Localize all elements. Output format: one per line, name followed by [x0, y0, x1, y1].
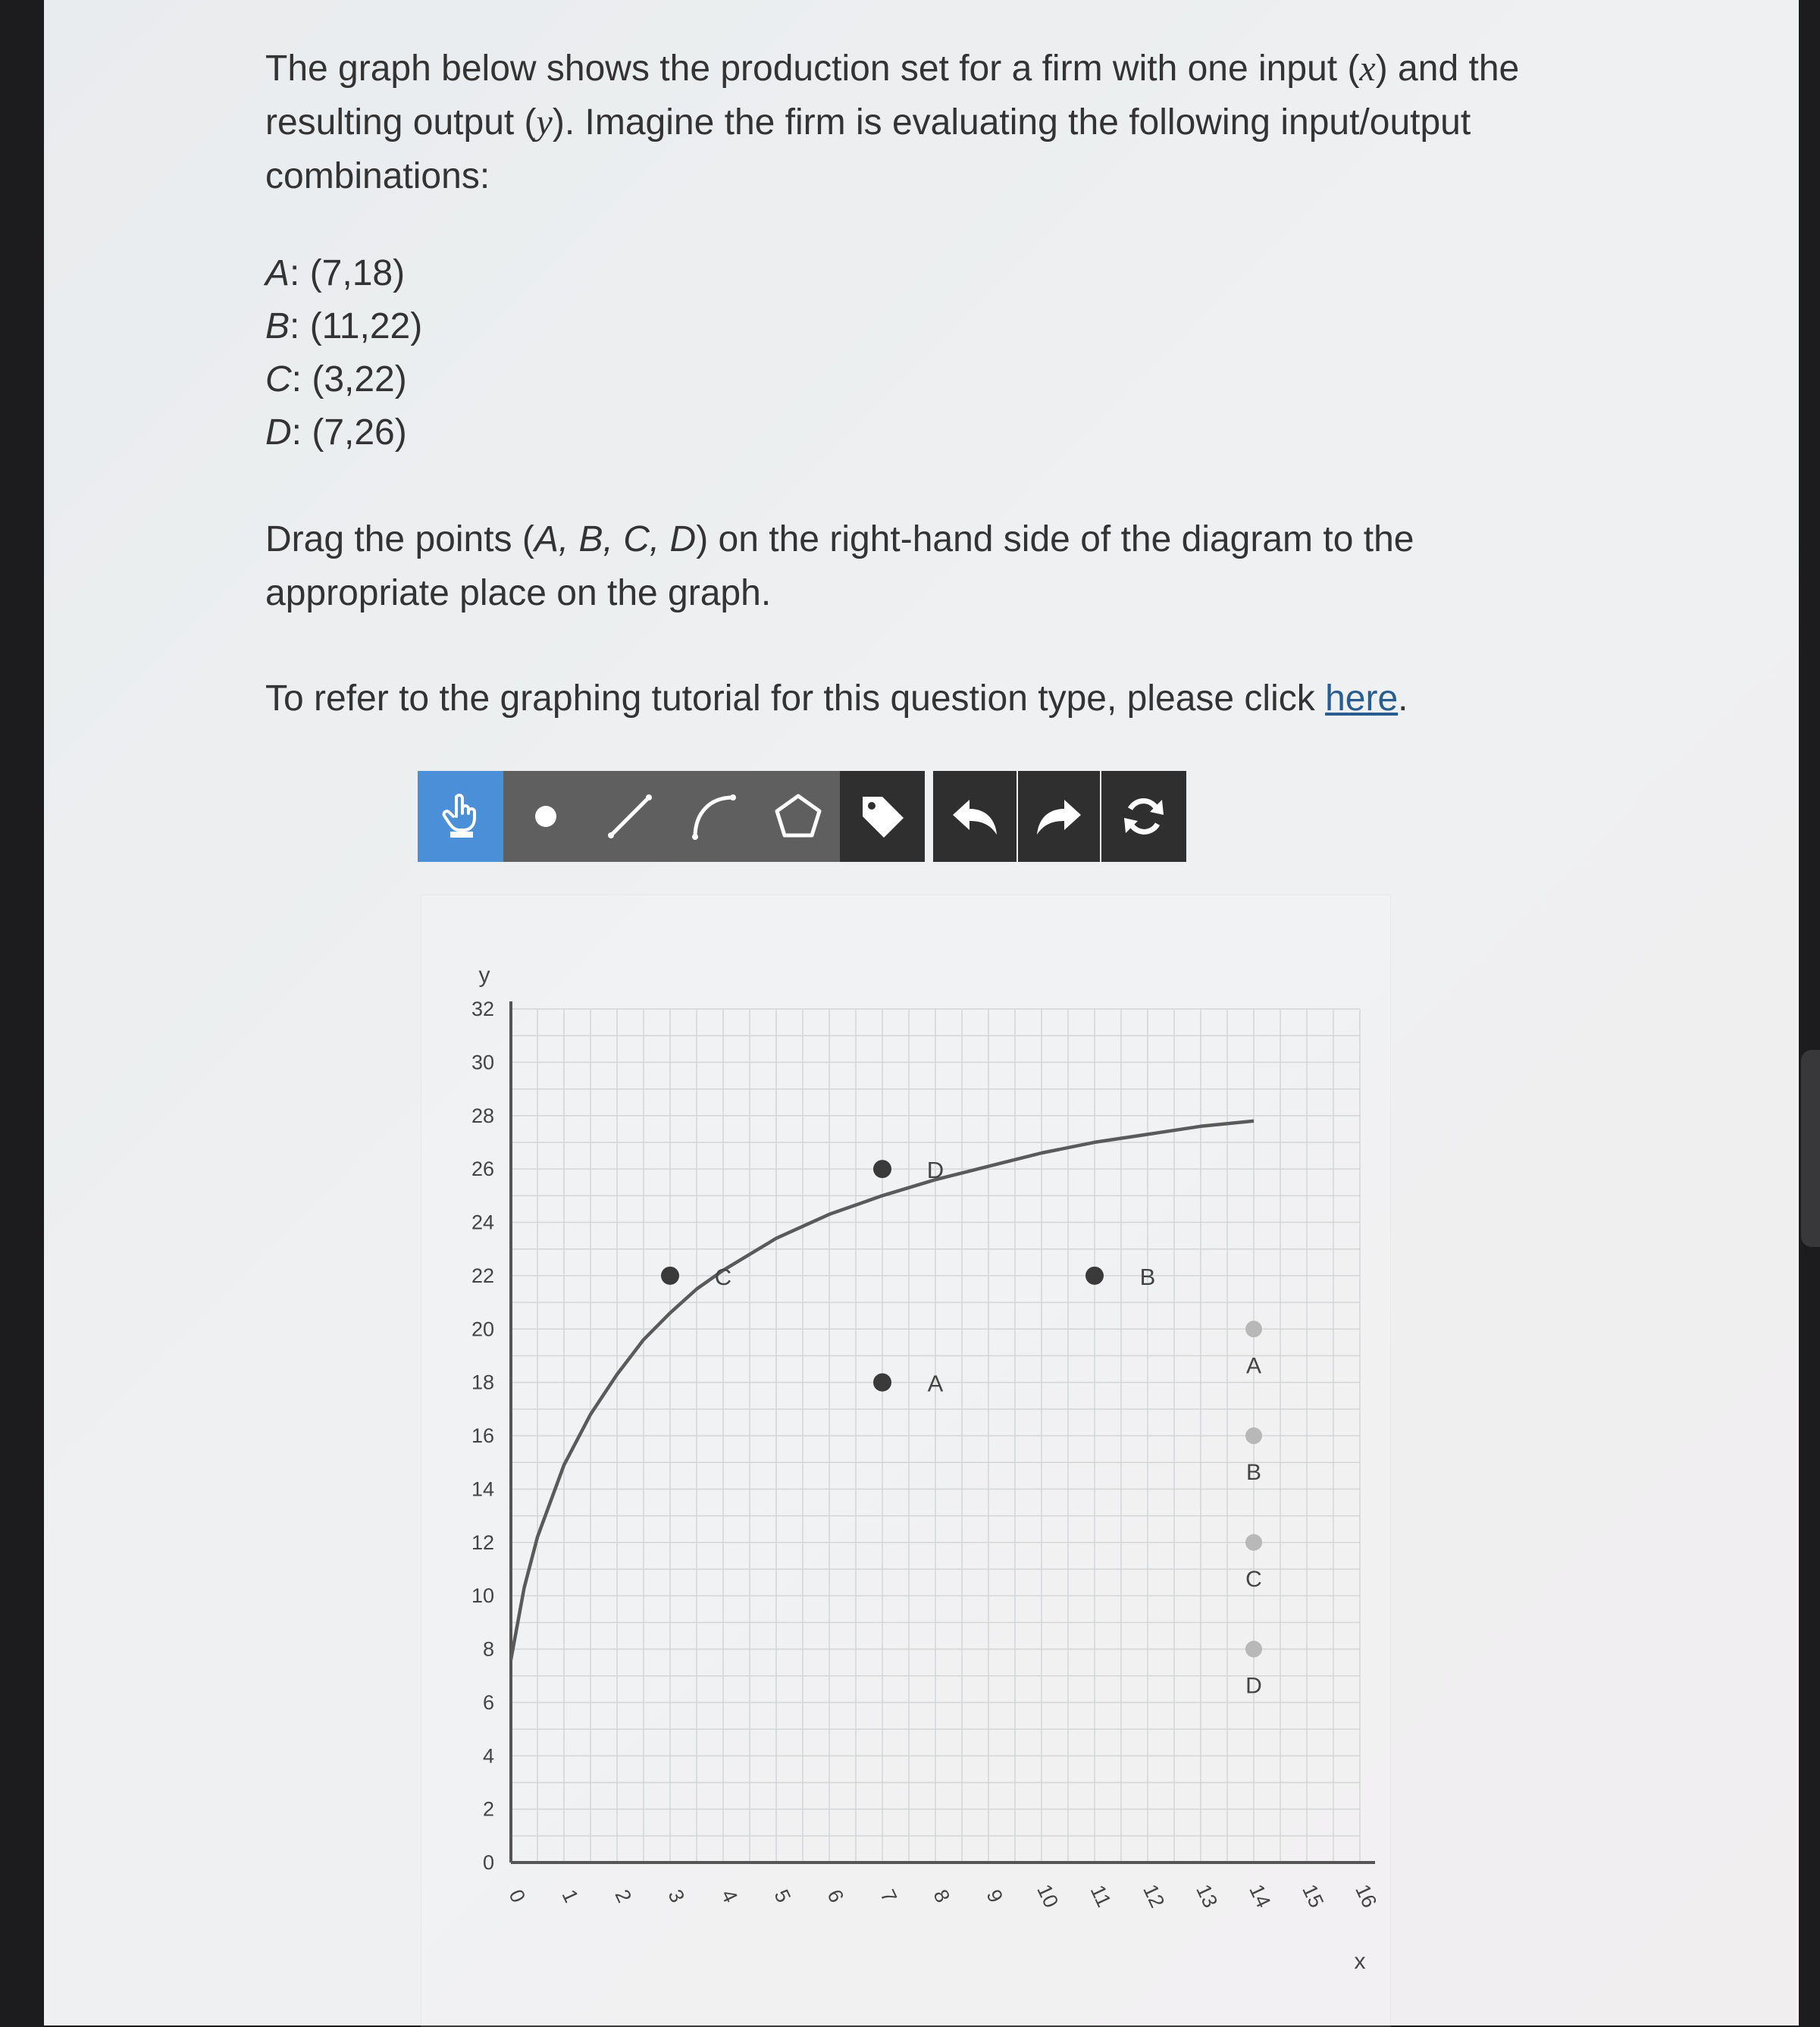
y-axis-label: y [478, 963, 490, 988]
y-tick-label: 30 [471, 1051, 494, 1074]
x-axis-label: x [1354, 1949, 1366, 1974]
reset-button[interactable] [1101, 771, 1186, 862]
combinations-list [265, 247, 1599, 459]
tutorial-text: To refer to the graphing tutorial for this question type, please click here. [265, 678, 1408, 719]
drag-instructions: Drag the points (A, B, C, D) on the right-hand side of the diagram to the appropriate place on the graph. [265, 519, 1414, 613]
palette-point-label: A [1245, 1353, 1262, 1379]
x-tick-label: 12 [1139, 1881, 1170, 1912]
y-tick-label: 20 [471, 1317, 494, 1341]
plotted-point-b[interactable] [1085, 1267, 1104, 1285]
y-tick-label: 4 [482, 1744, 494, 1768]
y-tick-label: 16 [471, 1424, 494, 1447]
point-icon [531, 801, 561, 832]
question-content [265, 42, 1599, 762]
x-tick-label: 0 [504, 1886, 530, 1906]
y-tick-label: 24 [471, 1211, 494, 1234]
polygon-tool-button[interactable] [757, 771, 840, 862]
y-tick-label: 6 [482, 1690, 494, 1714]
undo-button[interactable] [933, 771, 1017, 862]
x-tick-label: 6 [822, 1886, 848, 1906]
y-tick-label: 12 [471, 1530, 494, 1554]
polygon-icon [772, 790, 825, 843]
palette-point-label: B [1245, 1460, 1262, 1485]
x-tick-label: 7 [876, 1886, 901, 1906]
production-set-graph[interactable] [421, 895, 1390, 2026]
x-tick-label: 4 [716, 1886, 742, 1906]
graph-panel [421, 894, 1391, 2027]
y-tick-label: 0 [482, 1851, 494, 1874]
combination-item: C: (3,22) [265, 359, 407, 399]
palette-point-d[interactable] [1245, 1641, 1262, 1658]
curve-icon [688, 790, 741, 843]
y-tick-label: 18 [471, 1371, 494, 1394]
y-tick-label: 2 [482, 1797, 494, 1821]
x-tick-label: 13 [1192, 1881, 1223, 1912]
palette-point-a[interactable] [1245, 1321, 1262, 1337]
curve-tool-button[interactable] [672, 771, 757, 862]
y-tick-label: 8 [482, 1637, 494, 1661]
plotted-point-d[interactable] [873, 1160, 891, 1178]
plotted-point-c[interactable] [661, 1267, 679, 1285]
redo-arrow-icon [1032, 794, 1085, 839]
y-tick-label: 14 [471, 1477, 494, 1501]
combination-item: B: (11,22) [265, 306, 423, 346]
x-tick-label: 2 [610, 1886, 636, 1906]
x-variable: x [1359, 49, 1376, 89]
palette-point-label: C [1245, 1566, 1262, 1592]
line-icon [603, 790, 656, 843]
y-tick-label: 10 [471, 1584, 494, 1608]
x-tick-label: 15 [1298, 1881, 1329, 1912]
x-tick-label: 5 [769, 1886, 795, 1906]
palette-point-label: D [1245, 1673, 1262, 1699]
device-side-handle [1801, 1050, 1820, 1247]
x-tick-label: 10 [1032, 1881, 1063, 1912]
plotted-point-a[interactable] [873, 1374, 891, 1392]
x-tick-label: 9 [982, 1886, 1007, 1906]
plotted-point-label: A [927, 1370, 944, 1397]
undo-arrow-icon [948, 794, 1001, 839]
redo-button[interactable] [1018, 771, 1100, 862]
combination-item: D: (7,26) [265, 412, 407, 453]
hand-pointer-icon [440, 792, 482, 841]
question-intro: The graph below shows the production set for a firm with one input (x) and the resulting output (y). Imagine the firm is evaluating the following input/output combinations: [265, 49, 1520, 196]
y-tick-label: 32 [471, 998, 494, 1020]
plotted-point-label: D [926, 1157, 944, 1184]
tag-icon [858, 792, 907, 841]
y-tick-label: 28 [471, 1104, 494, 1127]
x-tick-label: 3 [663, 1886, 689, 1906]
combination-item: A: (7,18) [265, 253, 406, 293]
line-tool-button[interactable] [588, 771, 672, 862]
plotted-point-label: B [1139, 1263, 1156, 1290]
x-tick-label: 16 [1351, 1881, 1382, 1912]
tutorial-link[interactable]: here [1325, 678, 1399, 719]
x-tick-label: 8 [929, 1886, 954, 1906]
x-tick-label: 11 [1085, 1881, 1116, 1911]
y-tick-label: 26 [471, 1158, 494, 1181]
palette-point-b[interactable] [1245, 1427, 1262, 1444]
y-tick-label: 22 [471, 1264, 494, 1287]
label-tool-button[interactable] [840, 771, 925, 862]
x-tick-label: 1 [557, 1886, 583, 1906]
hand-tool-button[interactable] [418, 771, 503, 862]
x-tick-label: 14 [1245, 1881, 1276, 1912]
plotted-point-label: C [714, 1263, 732, 1290]
palette-point-c[interactable] [1245, 1534, 1262, 1551]
y-variable: y [536, 102, 553, 143]
refresh-icon [1120, 792, 1168, 841]
point-tool-button[interactable] [503, 771, 588, 862]
